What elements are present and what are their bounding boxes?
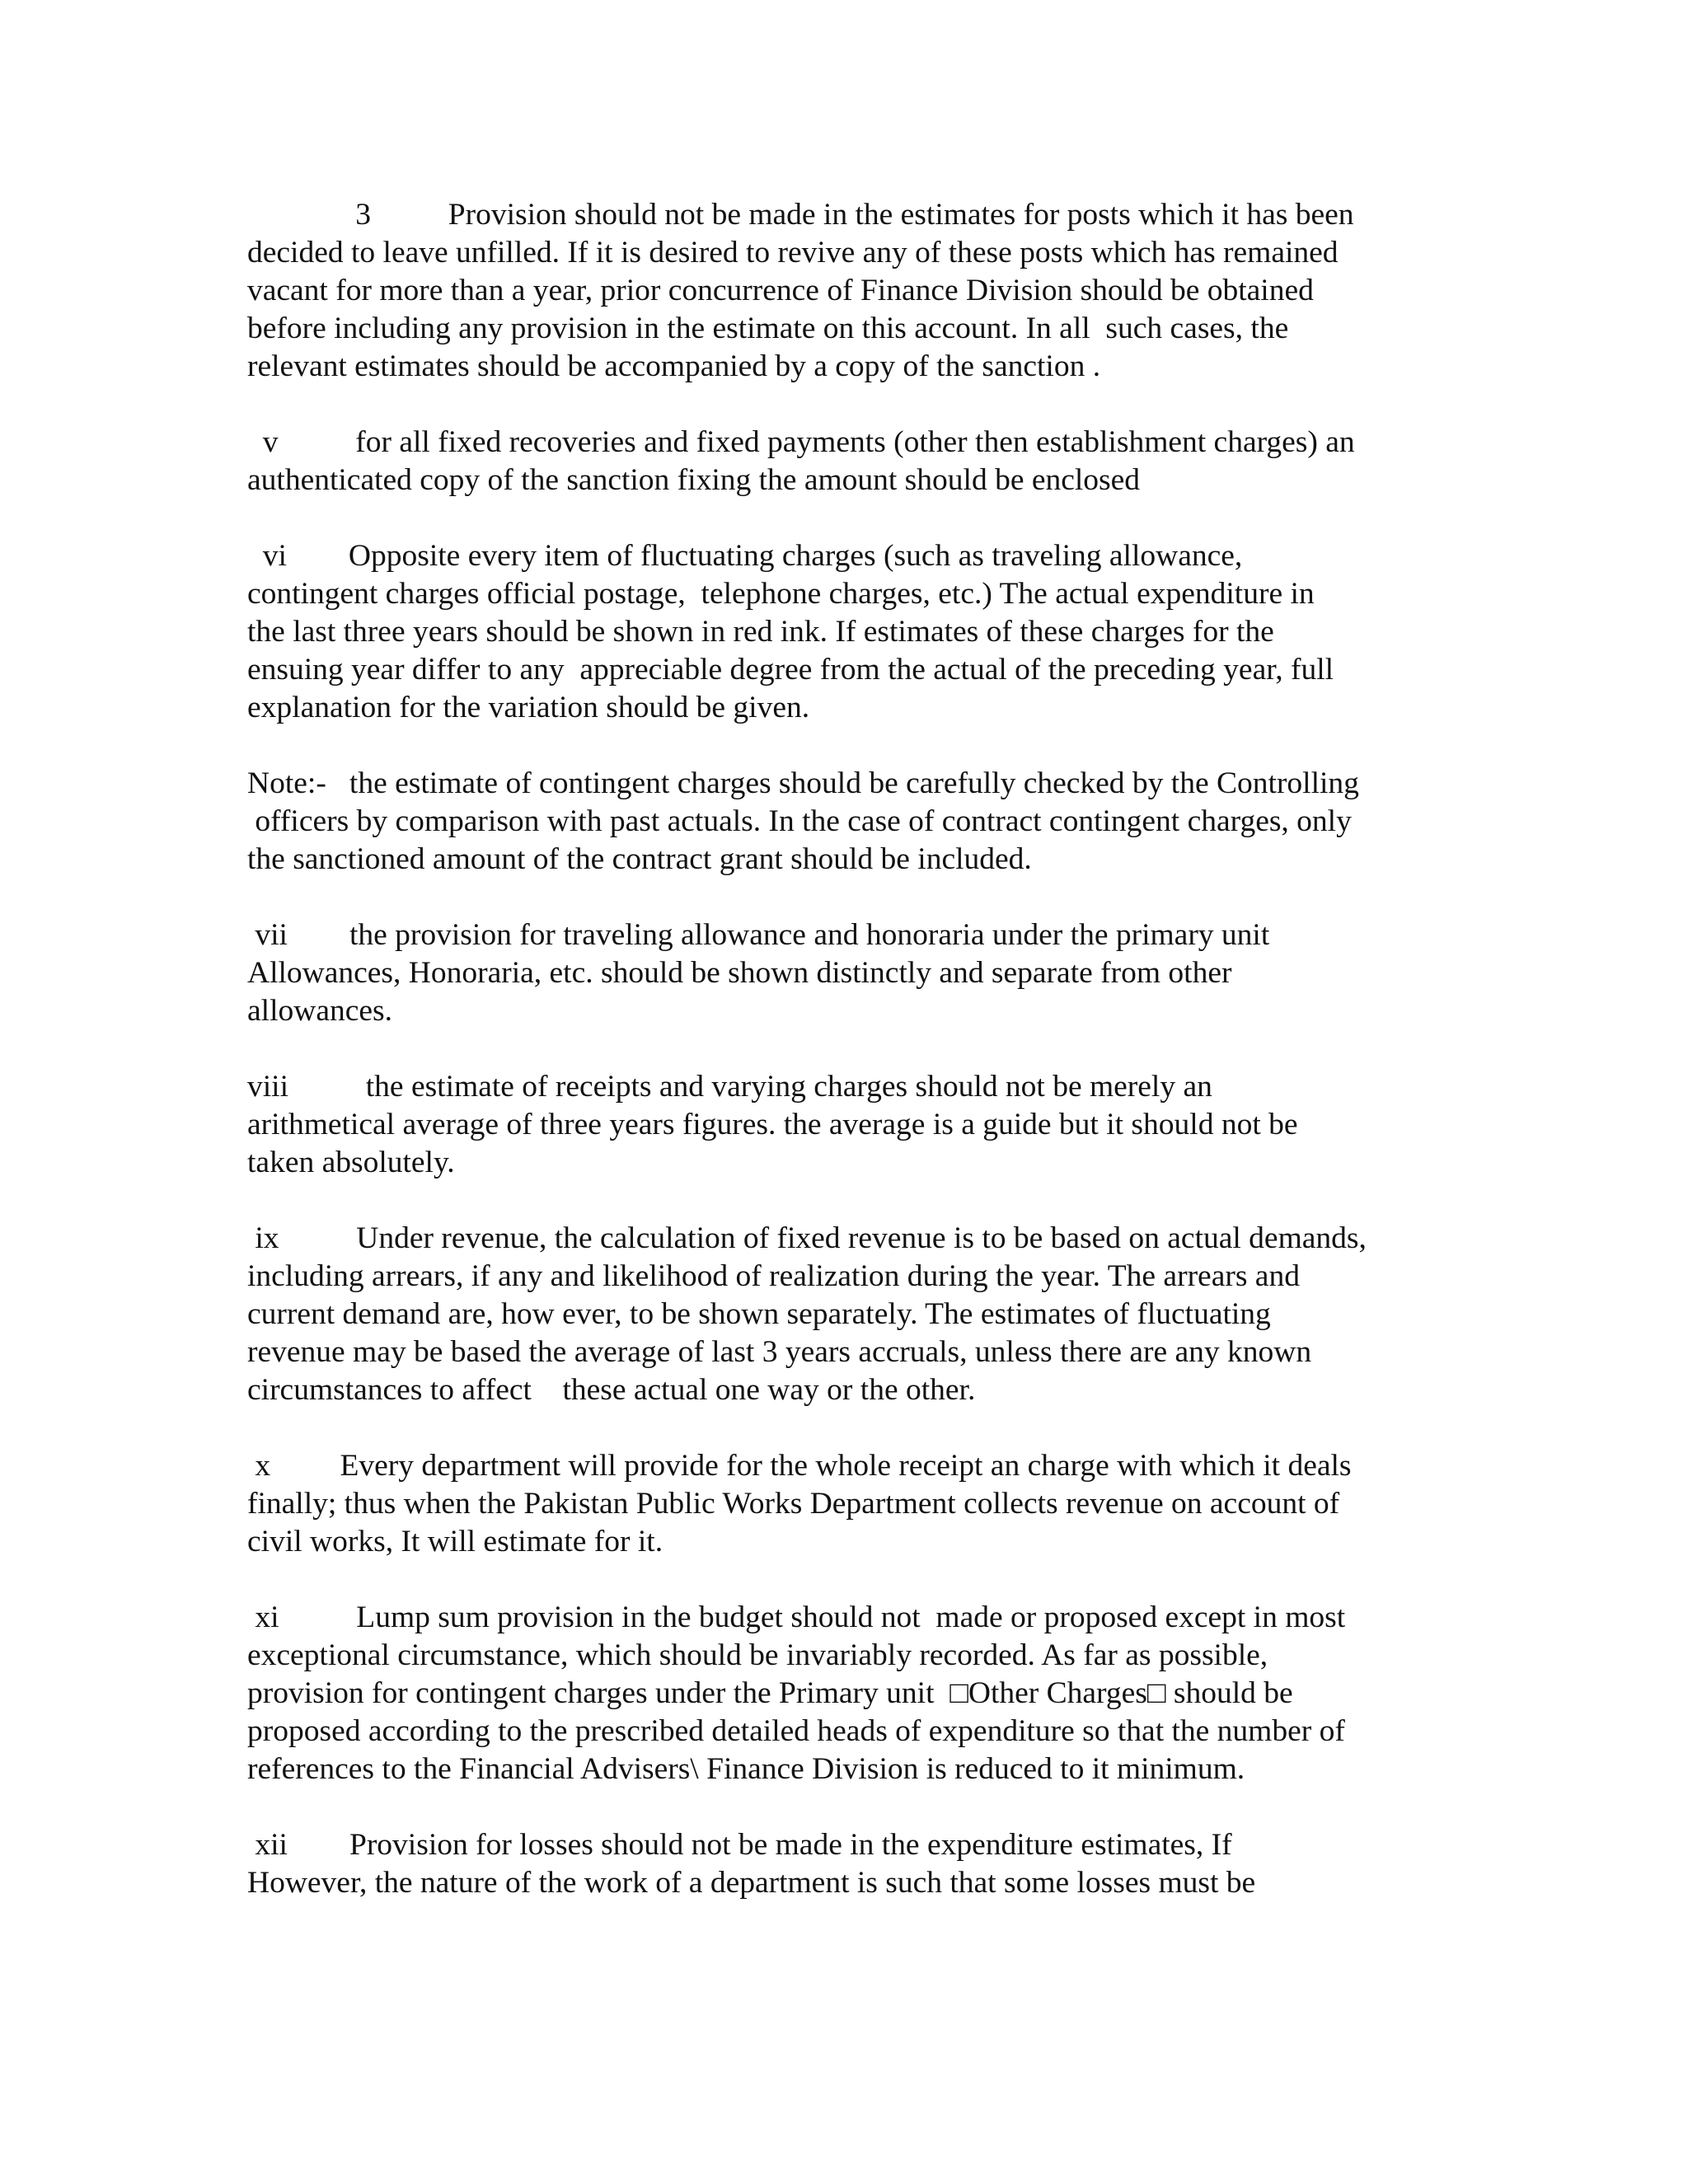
text-line: vacant for more than a year, prior concurrence of Finance Division should be obtained <box>247 274 1314 307</box>
paragraph-viii <box>247 1068 1467 1182</box>
paragraph-ix <box>247 1220 1467 1409</box>
paragraph-xi <box>247 1599 1467 1788</box>
text-line: current demand are, how ever, to be shown separately. The estimates of fluctuating <box>247 1297 1271 1331</box>
paragraph-xii <box>247 1826 1467 1902</box>
text-line: circumstances to affect these actual one way or the other. <box>247 1373 976 1407</box>
text-line: arithmetical average of three years figures. the average is a guide but it should not be <box>247 1108 1298 1141</box>
paragraph-v <box>247 424 1467 499</box>
text-line: revenue may be based the average of last 3 years accruals, unless there are any known <box>247 1335 1312 1369</box>
text-line: taken absolutely. <box>247 1146 455 1179</box>
text-line: explanation for the variation should be given. <box>247 691 810 724</box>
text-line: ensuing year differ to any appreciable degree from the actual of the preceding year, full <box>247 653 1334 687</box>
text-line: decided to leave unfilled. If it is desired to revive any of these posts which has remained <box>247 236 1339 269</box>
text-line: before including any provision in the estimate on this account. In all such cases, the <box>247 312 1289 345</box>
text-line: the last three years should be shown in red ink. If estimates of these charges for the <box>247 615 1274 649</box>
text-line: contingent charges official postage, telephone charges, etc.) The actual expenditure in <box>247 577 1315 611</box>
text-line: exceptional circumstance, which should be invariably recorded. As far as possible, <box>247 1638 1268 1672</box>
text-line: the sanctioned amount of the contract grant should be included. <box>247 842 1032 876</box>
text-line: relevant estimates should be accompanied by a copy of the sanction . <box>247 349 1101 383</box>
paragraph-3 <box>247 196 1467 386</box>
text-line: xi Lump sum provision in the budget should not made or proposed except in most <box>247 1601 1346 1634</box>
text-line: references to the Financial Advisers\ Finance Division is reduced to it minimum. <box>247 1752 1245 1786</box>
text-line: authenticated copy of the sanction fixing the amount should be enclosed <box>247 463 1141 497</box>
text-line: provision for contingent charges under the Primary unit □Other Charges□ should be <box>247 1676 1293 1710</box>
text-line: civil works, It will estimate for it. <box>247 1525 663 1558</box>
text-line: proposed according to the prescribed detailed heads of expenditure so that the number of <box>247 1714 1345 1748</box>
text-line: x Every department will provide for the whole receipt an charge with which it deals <box>247 1449 1352 1483</box>
paragraph-x <box>247 1447 1467 1561</box>
text-line: allowances. <box>247 994 392 1028</box>
text-line: 3 Provision should not be made in the estimates for posts which it has been <box>247 198 1354 232</box>
text-line: finally; thus when the Pakistan Public Works Department collects revenue on account of <box>247 1487 1340 1521</box>
text-line: including arrears, if any and likelihood of realization during the year. The arrears and <box>247 1259 1300 1293</box>
text-line: officers by comparison with past actuals. In the case of contract contingent charges, only <box>247 804 1352 838</box>
text-line: vii the provision for traveling allowance and honoraria under the primary unit <box>247 918 1270 952</box>
text-line: xii Provision for losses should not be made in the expenditure estimates, If <box>247 1828 1232 1862</box>
text-line: viii the estimate of receipts and varying charges should not be merely an <box>247 1070 1212 1104</box>
text-line: ix Under revenue, the calculation of fixed revenue is to be based on actual demands, <box>247 1221 1367 1255</box>
text-line: Note:- the estimate of contingent charges should be carefully checked by the Controlling <box>247 766 1359 800</box>
text-line: However, the nature of the work of a department is such that some losses must be <box>247 1866 1256 1900</box>
text-line: vi Opposite every item of fluctuating charges (such as traveling allowance, <box>247 539 1243 573</box>
paragraph-vi <box>247 537 1467 727</box>
text-line: Allowances, Honoraria, etc. should be shown distinctly and separate from other <box>247 956 1232 990</box>
text-line: v for all fixed recoveries and fixed payments (other then establishment charges) an <box>247 425 1355 459</box>
paragraph-note <box>247 765 1467 879</box>
paragraph-vii <box>247 916 1467 1030</box>
